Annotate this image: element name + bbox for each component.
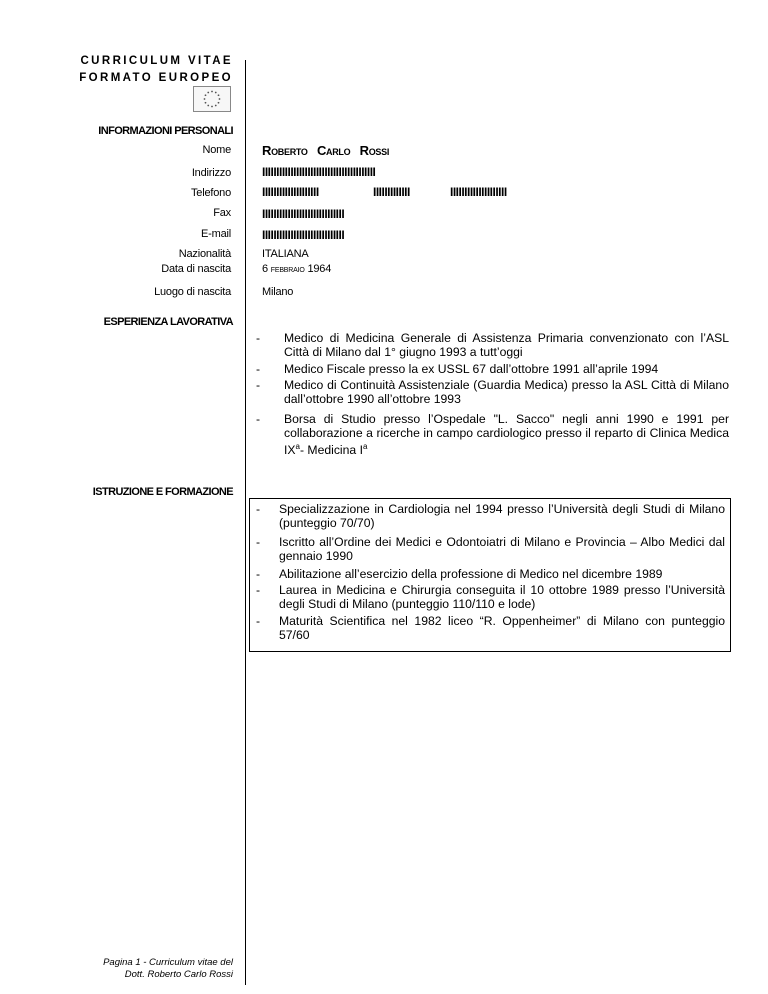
birthdate-value <box>262 263 331 275</box>
experience-section-title: ESPERIENZA LAVORATIVA <box>103 316 233 328</box>
birthplace-value: Milano <box>262 286 294 298</box>
nationality-label: Nazionalità <box>178 248 231 260</box>
education-item-text: Laurea in Medicina e Chirurgia conseguita il 10 ottobre 1989 presso l’Università degli Studi di Milano (punteggio 110/110 e lode) <box>279 583 725 611</box>
name-label: Nome <box>202 144 231 156</box>
email-label: E-mail <box>201 228 231 240</box>
fax-value: IIIIIIIIIIIIIIIIIIIIIIIIIIIII <box>262 207 345 221</box>
experience-item-text: Medico di Medicina Generale di Assistenza Primaria convenzionato con l’ASL Città di Milano dal 1° giugno 1993 a tutt’oggi <box>284 331 729 359</box>
bullet-dash: - <box>256 331 261 345</box>
footer-line1: Pagina 1 - Curriculum vitae del <box>103 957 233 968</box>
bullet-dash: - <box>256 535 261 549</box>
education-item-text: Specializzazione in Cardiologia nel 1994 presso l’Università degli Studi di Milano (punteggio 70/70) <box>279 502 725 530</box>
cv-title-line2: FORMATO EUROPEO <box>79 72 233 84</box>
address-value: IIIIIIIIIIIIIIIIIIIIIIIIIIIIIIIIIIIIIIII <box>262 165 376 179</box>
bullet-dash: - <box>256 502 261 516</box>
experience-item-text: Medico di Continuità Assistenziale (Guardia Medica) presso la ASL Città di Milano dall’ottobre 1990 all’ottobre 1993 <box>284 378 729 406</box>
bullet-dash: - <box>256 583 261 597</box>
education-section-title: ISTRUZIONE E FORMAZIONE <box>92 486 233 498</box>
personal-section-title: INFORMAZIONI PERSONALI <box>98 125 233 137</box>
phone-label: Telefono <box>191 187 231 199</box>
column-divider <box>245 60 246 985</box>
experience-item-text-tail: - Medicina I <box>299 443 363 458</box>
footer-line2: Dott. Roberto Carlo Rossi <box>124 969 233 980</box>
email-value: IIIIIIIIIIIIIIIIIIIIIIIIIIIII <box>262 228 345 242</box>
fax-label: Fax <box>213 207 231 219</box>
birthdate-year: 1964 <box>307 263 332 275</box>
superscript-a: a <box>362 442 368 451</box>
birthdate-month: febbraio <box>270 264 305 275</box>
bullet-dash: - <box>256 567 261 581</box>
address-label: Indirizzo <box>191 167 231 179</box>
bullet-dash: - <box>256 614 261 628</box>
name-value: Roberto Carlo Rossi <box>262 143 390 158</box>
experience-item-text-main: Borsa di Studio presso l’Ospedale "L. Sacco" negli anni 1990 e 1991 per collaborazione a ricerche in campo cardiologico presso il reparto di Clinica Medica IX <box>284 412 729 458</box>
birthdate-label: Data di nascita <box>161 263 231 275</box>
education-item-text: Maturità Scientifica nel 1982 liceo “R. Oppenheimer” di Milano con punteggio 57/60 <box>279 614 725 642</box>
birthplace-label: Luogo di nascita <box>154 286 231 298</box>
birthdate-day: 6 <box>262 263 268 275</box>
phone-value-1: IIIIIIIIIIIIIIIIIIII <box>262 185 319 199</box>
education-item-text: Abilitazione all’esercizio della professione di Medico nel dicembre 1989 <box>279 567 663 581</box>
bullet-dash: - <box>256 362 261 376</box>
phone-value-2: IIIIIIIIIIIII <box>373 185 410 199</box>
nationality-value: ITALIANA <box>262 248 309 260</box>
cv-title-line1: CURRICULUM VITAE <box>80 55 233 67</box>
superscript-a: a <box>295 442 300 451</box>
bullet-dash: - <box>256 412 261 426</box>
experience-item-text: Medico Fiscale presso la ex USSL 67 dall’ottobre 1991 all’aprile 1994 <box>284 362 659 376</box>
phone-value-3: IIIIIIIIIIIIIIIIIIII <box>450 185 507 199</box>
eu-flag-icon <box>193 86 231 112</box>
bullet-dash: - <box>256 378 261 392</box>
education-item-text: Iscritto all’Ordine dei Medici e Odontoiatri di Milano e Provincia – Albo Medici dal gennaio 1990 <box>279 535 725 563</box>
experience-item-text <box>284 412 729 457</box>
